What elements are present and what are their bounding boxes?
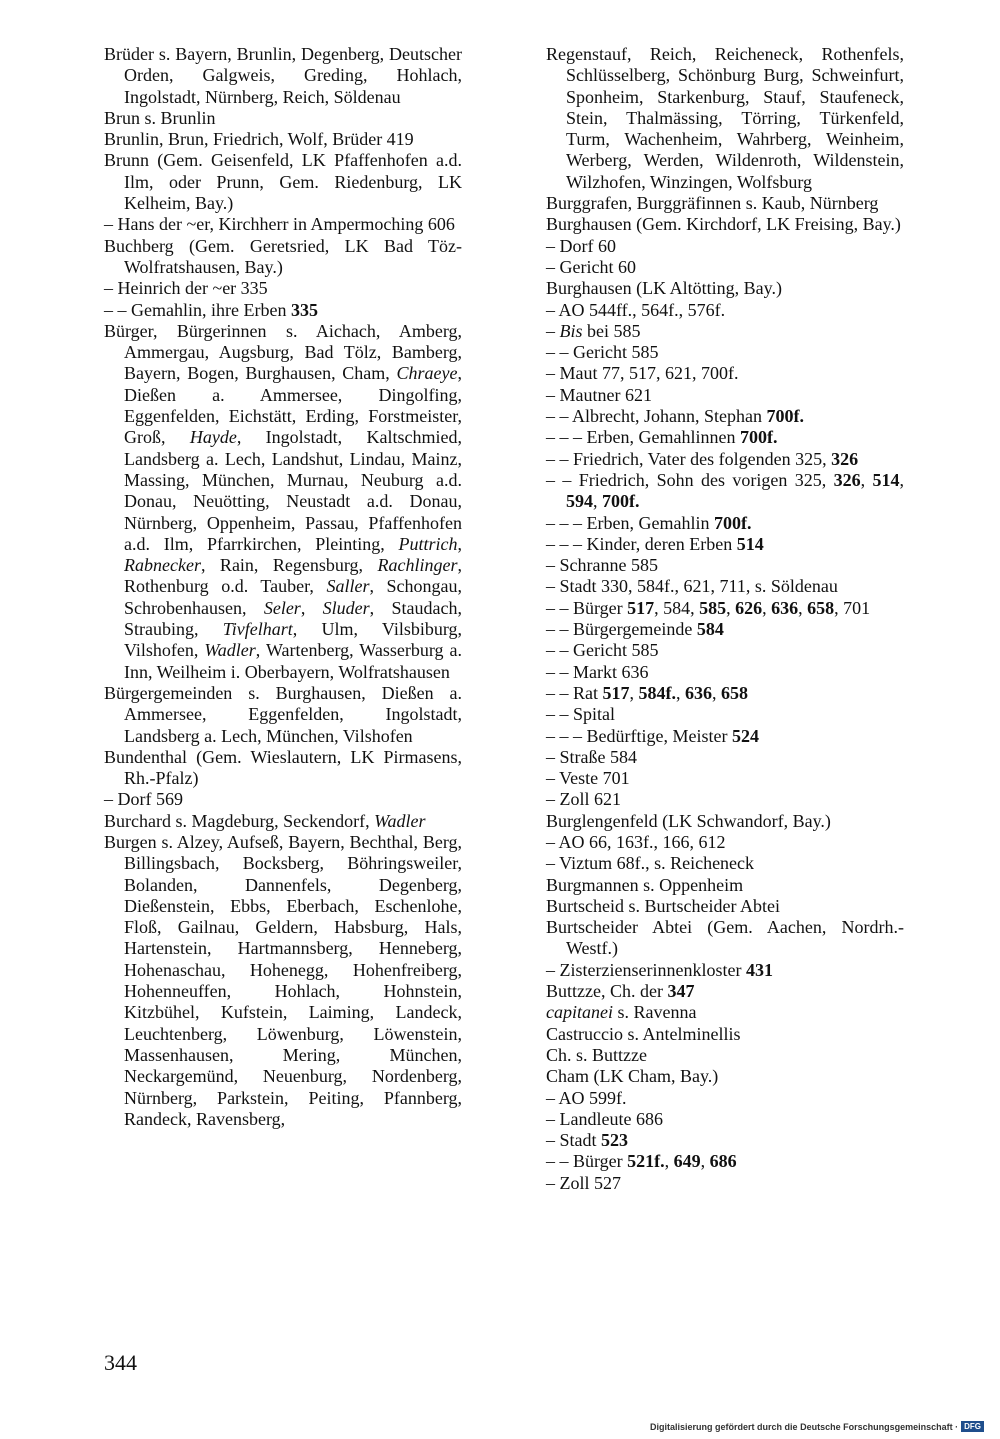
index-entry: – – Albrecht, Johann, Stephan 700f. — [546, 406, 804, 427]
index-entry: – Mautner 621 — [546, 384, 652, 405]
index-entry: Burtscheid s. Burtscheider Abtei — [546, 895, 780, 916]
index-entry: – Bis bei 585 — [546, 320, 641, 341]
index-entry: Castruccio s. Antelminellis — [546, 1023, 741, 1044]
index-entry: Bundenthal (Gem. Wieslautern, LK Pirmasens, Rh.-Pfalz) — [104, 746, 462, 789]
index-entry: Brun s. Brunlin — [104, 107, 216, 128]
index-entry: – Hans der ~er, Kirchherr in Ampermoching 606 — [104, 214, 455, 235]
index-entry: – Maut 77, 517, 621, 700f. — [546, 363, 739, 384]
index-entry: – Zoll 621 — [546, 789, 621, 810]
index-entry: Burchard s. Magdeburg, Seckendorf, Wadler — [104, 810, 426, 831]
index-entry: – – Rat 517, 584f., 636, 658 — [546, 682, 748, 703]
index-entry: – – Gemahlin, ihre Erben 335 — [104, 299, 318, 320]
index-entry: Brunlin, Brun, Friedrich, Wolf, Brüder 419 — [104, 129, 414, 150]
index-entry: – Zoll 527 — [546, 1172, 621, 1193]
index-entry: – AO 544ff., 564f., 576f. — [546, 299, 726, 320]
index-entry: – Schranne 585 — [546, 555, 658, 576]
index-entry: Ch. s. Buttzze — [546, 1044, 647, 1065]
index-entry: – Straße 584 — [546, 746, 637, 767]
index-entry: Buchberg (Gem. Geretsried, LK Bad Töz-Wolfratshausen, Bay.) — [104, 235, 462, 277]
index-entry: Burgmannen s. Oppenheim — [546, 874, 744, 895]
index-entry: Burghausen (LK Altötting, Bay.) — [546, 278, 782, 299]
index-entry: – – Bürgergemeinde 584 — [546, 619, 724, 640]
index-entry: Burtscheider Abtei (Gem. Aachen, Nordrh.-Westf.) — [546, 917, 904, 959]
index-entry: Burghausen (Gem. Kirchdorf, LK Freising, Bay.) — [546, 214, 901, 235]
index-entry: – – – Kinder, deren Erben 514 — [546, 533, 764, 554]
dfg-logo: DFG — [961, 1421, 984, 1432]
index-entry: – AO 66, 163f., 166, 612 — [546, 831, 726, 852]
index-column-right — [546, 44, 904, 1194]
index-entry: – – Markt 636 — [546, 661, 649, 682]
index-entry: Bürger, Bürgerinnen s. Aichach, Amberg, Ammergau, Augsburg, Bad Tölz, Bamberg, Bayern, Bogen, Burghausen, Cham, Chraeye, Dießen a. Ammersee, Dingolfing, Eggenfelden, Eichstätt, Erding, Forstmeister, Groß, Hayde, Ingolstadt, Kaltschmied, Landsberg a. Lech, Landshut, Lindau, Mainz, Massing, München, Murnau, Neuburg a.d. Donau, Neuötting, Neustadt a.d. Donau, Nürnberg, Oppenheim, Passau, Pfaffenhofen a.d. Ilm, Pfarrkirchen, Pleinting, Puttrich, Rabnecker, Rain, Regensburg, Rachlinger, Rothenburg o.d. Tauber, Saller, Schongau, Schrobenhausen, Seler, Sluder, Staudach, Straubing, Tivfelhart, Ulm, Vilsbiburg, Vilshofen, Wadler, Wartenberg, Wasserburg a. Inn, Weilheim i. Oberbayern, Wolfratshausen — [104, 320, 463, 682]
index-entry: – Dorf 569 — [104, 789, 183, 810]
index-entry: – Heinrich der ~er 335 — [104, 278, 268, 299]
index-entry: – – – Bedürftige, Meister 524 — [546, 725, 759, 746]
index-entry: – – Friedrich, Vater des folgenden 325, 326 — [546, 448, 859, 469]
index-entry: – Zisterzienserinnenkloster 431 — [546, 959, 773, 980]
index-entry: – Dorf 60 — [546, 235, 616, 256]
page-number: 344 — [104, 1350, 137, 1375]
index-entry: Bürgergemeinden s. Burghausen, Dießen a. Ammersee, Eggenfelden, Ingolstadt, Landsberg a. Lech, München, Vilshofen — [104, 682, 462, 746]
index-entry: – – Friedrich, Sohn des vorigen 325, 326, 514, 594, 700f. — [546, 469, 905, 512]
index-entry: – – Gericht 585 — [546, 342, 659, 363]
index-entry: – – – Erben, Gemahlinnen 700f. — [546, 427, 778, 448]
index-entry: – Landleute 686 — [546, 1108, 663, 1129]
index-entry: – Gericht 60 — [546, 256, 636, 277]
index-entry: Brüder s. Bayern, Brunlin, Degenberg, Deutscher Orden, Galgweis, Greding, Hohlach, Ingolstadt, Nürnberg, Reich, Söldenau — [104, 44, 462, 107]
footer-credit: Digitalisierung gefördert durch die Deutsche Forschungsgemeinschaft · — [650, 1421, 959, 1432]
index-column-left — [104, 44, 462, 1130]
index-entry: – – – Erben, Gemahlin 700f. — [546, 512, 752, 533]
index-entry: – – Bürger 517, 584, 585, 626, 636, 658, 701 — [546, 597, 871, 618]
index-entry: – – Spital — [546, 704, 616, 725]
index-entry: – AO 599f. — [546, 1087, 627, 1108]
index-entry: – – Gericht 585 — [546, 640, 659, 661]
index-entry: – Viztum 68f., s. Reicheneck — [546, 853, 755, 874]
index-entry: – Stadt 330, 584f., 621, 711, s. Söldenau — [546, 576, 838, 597]
index-entry: Cham (LK Cham, Bay.) — [546, 1066, 719, 1087]
index-entry: Regenstauf, Reich, Reicheneck, Rothenfels, Schlüsselberg, Schönburg Burg, Schweinfurt, Sponheim, Starkenburg, Stauf, Staufeneck, Stein, Thalmässing, Törring, Türkenfeld, Turm, Wachenheim, Wahrberg, Weinheim, Werberg, Werden, Wildenroth, Wildenstein, Wilzhofen, Winzingen, Wolfsburg — [546, 44, 904, 192]
index-entry: Burgen s. Alzey, Aufseß, Bayern, Bechthal, Berg, Billingsbach, Bocksberg, Böhringsweiler, Bolanden, Dannenfels, Degenberg, Dießenstein, Ebbs, Eberbach, Eschenlohe, Floß, Gailnau, Geldern, Habsburg, Hals, Hartenstein, Hartmannsberg, Henneberg, Hohenaschau, Hohenegg, Hohenfreiberg, Hohenneuffen, Hohlach, Hohnstein, Kitzbühel, Kufstein, Laiming, Landeck, Leuchtenberg, Löwenburg, Löwenstein, Massenhausen, Mering, München, Neckargemünd, Neuenburg, Nordenberg, Nürnberg, Parkstein, Peiting, Pfannberg, Randeck, Ravensberg, — [104, 831, 462, 1129]
index-entry: Buttzze, Ch. der 347 — [546, 981, 695, 1002]
index-entry: Burggrafen, Burggräfinnen s. Kaub, Nürnberg — [546, 193, 879, 214]
index-entry: – Veste 701 — [546, 768, 630, 789]
index-entry: – Stadt 523 — [546, 1130, 629, 1151]
footer — [650, 1421, 984, 1432]
index-entry: – – Bürger 521f., 649, 686 — [546, 1151, 737, 1172]
index-entry: capitanei s. Ravenna — [546, 1002, 697, 1023]
index-entry: Brunn (Gem. Geisenfeld, LK Pfaffenhofen a.d. Ilm, oder Prunn, Gem. Riedenburg, LK Kelheim, Bay.) — [104, 150, 462, 214]
index-entry: Burglengenfeld (LK Schwandorf, Bay.) — [546, 810, 831, 831]
